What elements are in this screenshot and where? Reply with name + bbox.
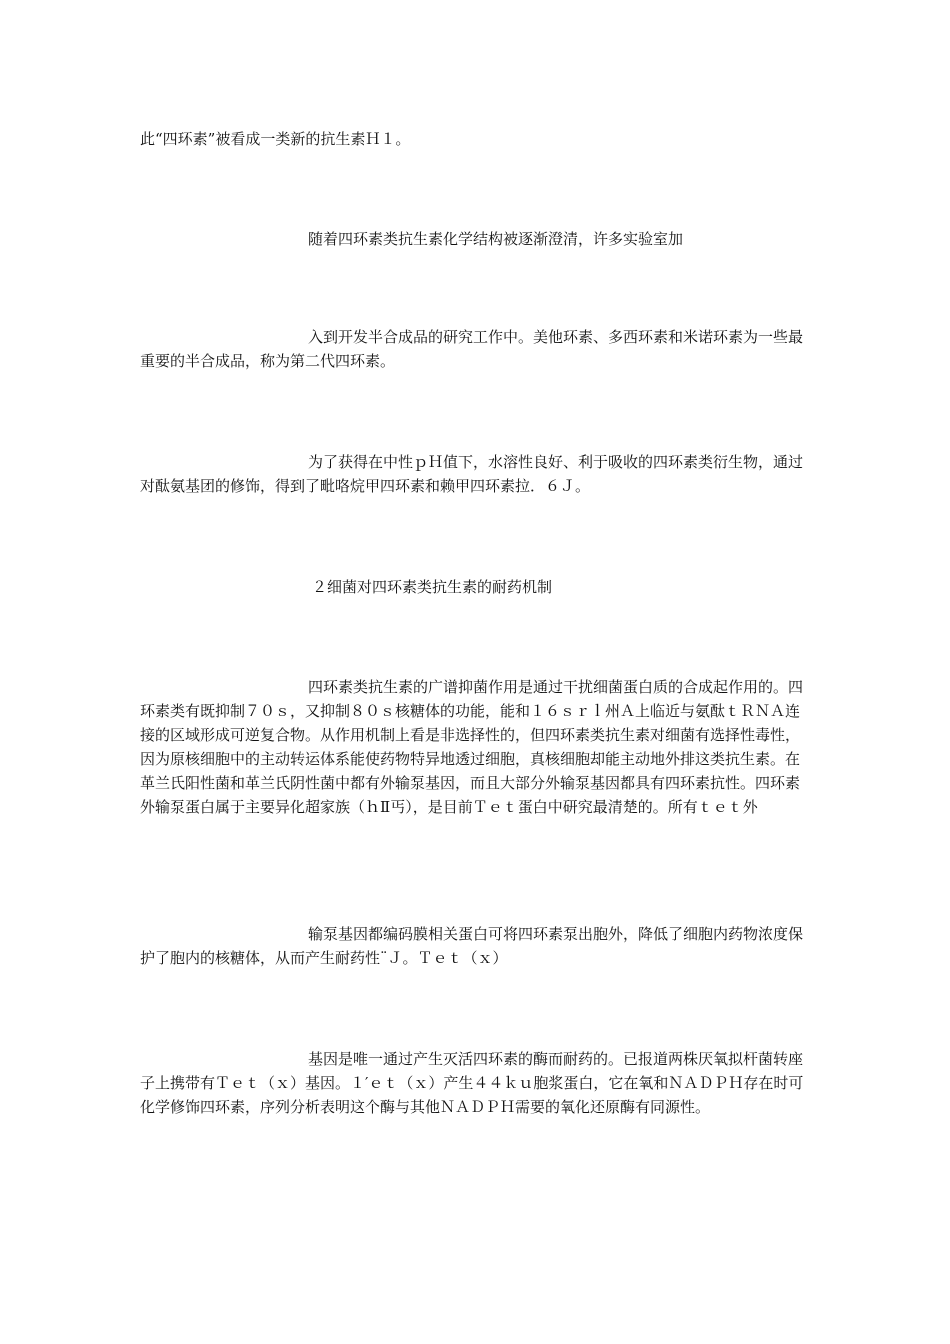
paragraph-4: 为了获得在中性ｐＨ值下，水溶性良好、利于吸收的四环素类衍生物，通过对酞氨基团的修饰，得到了毗咯烷甲四环素和赖甲四环素拉．６Ｊ。 [140,453,804,495]
paragraph-7: 基因是唯一通过产生灭活四环素的酶而耐药的。已报道两株厌氧拟杆菌转座子上携带有Ｔｅｔ（ｘ）基因。１′ｅｔ（ｘ）产生４４ｋｕ胞浆蛋白，它在氧和ＮＡＤＰＨ存在时可化学修饰四环素，序列分析表明这个酶与其他ＮＡＤＰＨ需要的氧化还原酶有同源性。 [140,1050,804,1116]
paragraph-2: 随着四环素类抗生素化学结构被逐渐澄清，许多实验室加 [308,230,684,248]
paragraph-1: 此“四环素”被看成一类新的抗生素Ｈ１。 [140,130,411,148]
paragraph-3: 入到开发半合成品的研究工作中。美他环素、多西环素和米诺环素为一些最重要的半合成品，称为第二代四环素。 [140,328,804,370]
paragraph-5: 四环素类抗生素的广谱抑菌作用是通过干扰细菌蛋白质的合成起作用的。四环素类有既抑制７０ｓ，又抑制８０ｓ核糖体的功能，能和１６ｓｒｌ州Ａ上临近与氨酞ｔＲＮＡ连接的区域形成可逆复合物。从作用机制上看是非选择性的，但四环素类抗生素对细菌有选择性毒性，因为原核细胞中的主动转运体系能使药物特异地透过细胞，真核细胞却能主动地外排这类抗生素。在革兰氏阳性菌和革兰氏阴性菌中都有外输泵基因，而且大部分外输泵基因都具有四环素抗性。四环素外输泵蛋白属于主要异化超家族（ｈⅡ丐），是目前Ｔｅｔ蛋白中研究最清楚的。所有ｔｅｔ外 [140,678,804,816]
section-heading: ２细菌对四环素类抗生素的耐药机制 [312,578,553,596]
paragraph-6: 输泵基因都编码膜相关蛋白可将四环素泵出胞外，降低了细胞内药物浓度保护了胞内的核糖体，从而产生耐药性¨Ｊ。Ｔｅｔ（ｘ） [140,925,804,967]
